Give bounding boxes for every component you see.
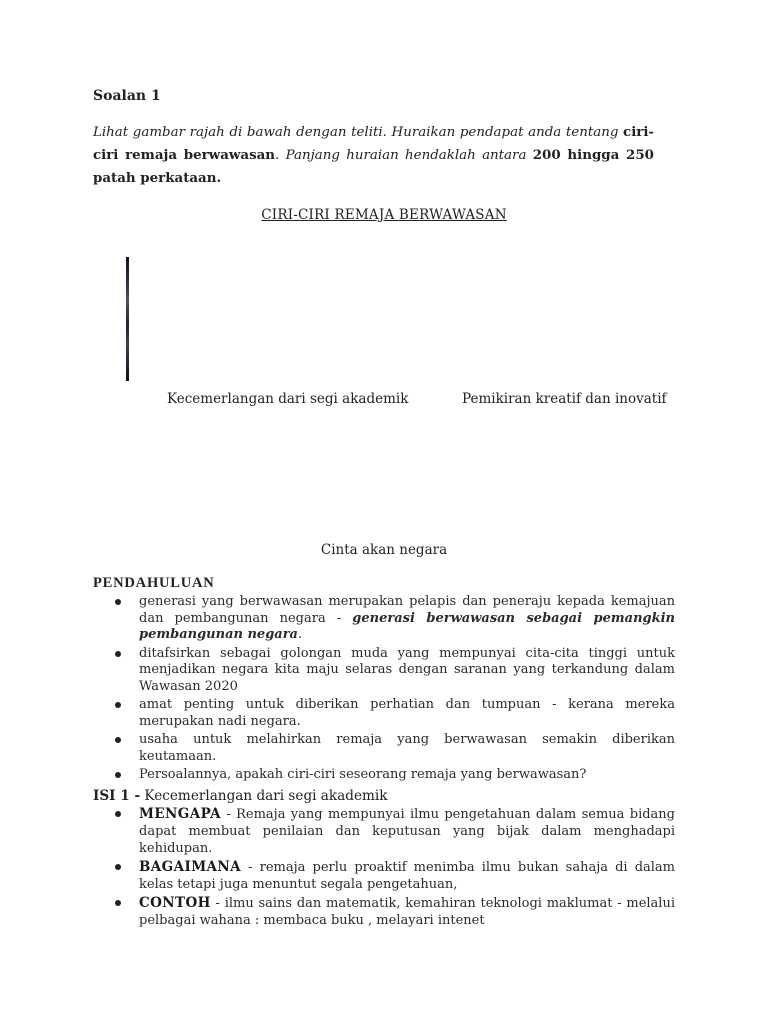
bullet-icon (115, 651, 121, 657)
list-item-keyword: CONTOH (139, 895, 211, 911)
instruction-word-count: 200 hingga 250 patah perkataan. (93, 147, 654, 186)
section-heading-isi-1 (93, 788, 387, 804)
list-item-text: amat penting untuk diberikan perhatian dan tumpuan - kerana mereka merupakan nadi negara. (139, 697, 675, 729)
bullet-icon (115, 864, 121, 870)
diagram-node-creative: Pemikiran kreatif dan inovatif (462, 391, 667, 407)
bullet-icon (115, 737, 121, 743)
list-item (112, 732, 675, 765)
list-item (112, 697, 675, 730)
list-item (112, 767, 675, 784)
list-item-text: Persoalannya, apakah ciri-ciri seseorang remaja yang berwawasan? (139, 767, 587, 782)
list-item-text: - ilmu sains dan matematik, kemahiran teknologi maklumat - melalui pelbagai wahana : membaca buku , melayari intenet (139, 896, 675, 928)
diagram-node-patriotism: Cinta akan negara (320, 542, 448, 558)
list-item-emphasis: generasi berwawasan sebagai pemangkin pembangunan negara (139, 610, 676, 642)
list-item-text: - Remaja yang mempunyai ilmu pengetahuan dalam semua bidang dapat membuat penilaian dan keputusan yang bijak dalam menghadapi kehidupan. (139, 807, 675, 856)
list-item (112, 646, 675, 696)
section-heading-pendahuluan: PENDAHULUAN (93, 575, 215, 591)
diagram-title: CIRI-CIRI REMAJA BERWAWASAN (261, 207, 507, 223)
isi-1-list (112, 806, 675, 931)
diagram-connector-line (126, 257, 129, 381)
list-item (112, 895, 675, 929)
list-item-text: usaha untuk melahirkan remaja yang berwawasan semakin diberikan keutamaan. (139, 732, 675, 764)
isi-title: Kecemerlangan dari segi akademik (140, 788, 388, 804)
list-item-text: ditafsirkan sebagai golongan muda yang mempunyai cita-cita tinggi untuk menjadikan negara kita maju selaras dengan saranan yang terkandung dalam Wawasan 2020 (139, 645, 675, 694)
pendahuluan-list (112, 594, 675, 786)
list-item-tail: . (297, 627, 303, 642)
bullet-icon (115, 811, 121, 817)
list-item (112, 806, 675, 857)
bullet-icon (115, 900, 121, 906)
list-item-text: generasi yang berwawasan merupakan pelapis dan peneraju kepada kemajuan dan pembangunan negara - (139, 594, 675, 626)
list-item (112, 859, 675, 893)
question-heading: Soalan 1 (93, 88, 161, 104)
bullet-icon (115, 702, 121, 708)
bullet-icon (115, 599, 121, 605)
question-instruction (93, 121, 654, 190)
list-item (112, 594, 675, 644)
instruction-text-1: Lihat gambar rajah di bawah dengan teliti. Huraikan pendapat anda tentang (93, 125, 624, 140)
diagram-node-academic: Kecemerlangan dari segi akademik (167, 391, 409, 407)
list-item-keyword: MENGAPA (139, 806, 222, 822)
list-item-keyword: BAGAIMANA (139, 859, 242, 875)
instruction-text-2: . Panjang huraian hendaklah antara (275, 148, 533, 163)
bullet-icon (115, 772, 121, 778)
list-item-text: - remaja perlu proaktif menimba ilmu bukan sahaja di dalam kelas tetapi juga menuntut segala pengetahuan, (139, 860, 675, 892)
isi-label: ISI 1 - (93, 788, 141, 804)
instruction-topic: ciri-ciri remaja berwawasan (93, 124, 654, 163)
